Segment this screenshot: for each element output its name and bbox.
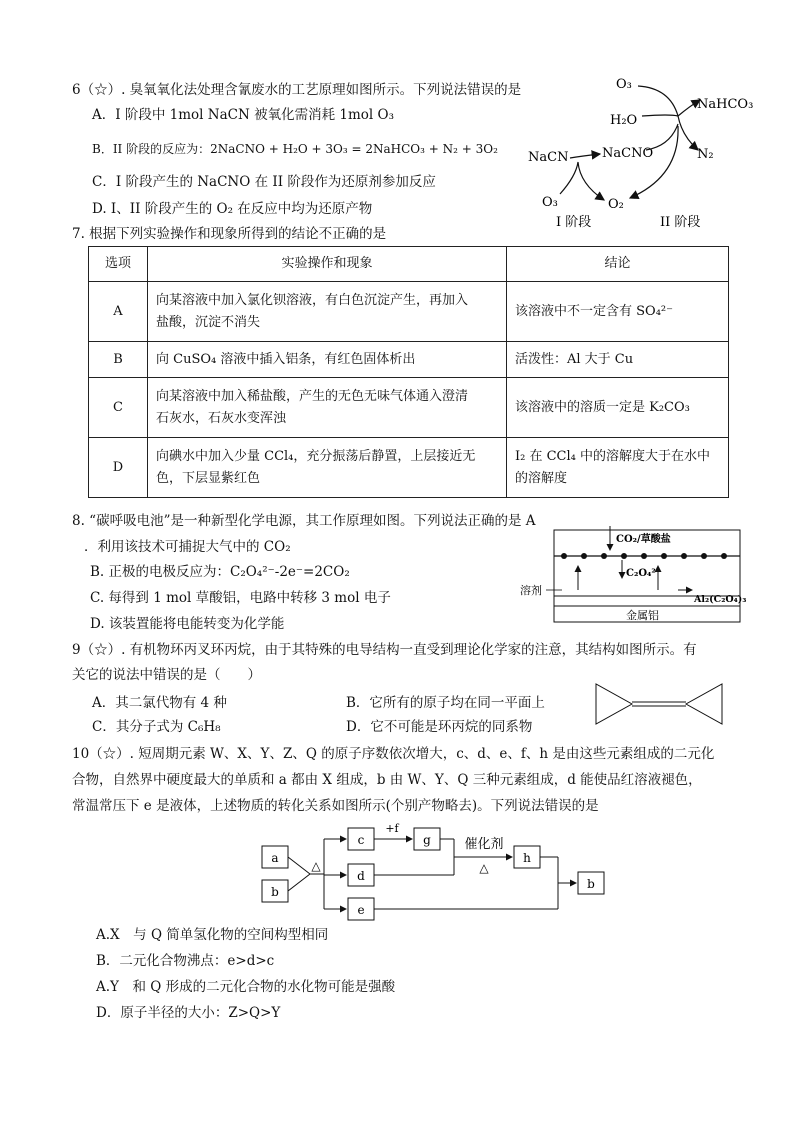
diagram-stage2: II 阶段 — [660, 215, 701, 230]
metal-label: 金属铝 — [626, 609, 659, 622]
box-b-output: b — [587, 877, 595, 891]
header-operation: 实验操作和现象 — [148, 247, 507, 282]
q7-stem: 7. 根据下列实验操作和现象所得到的结论不正确的是 — [72, 226, 387, 242]
table-row — [89, 282, 729, 342]
heat-symbol-1: △ — [311, 859, 321, 873]
q6-option-d: D. Ⅰ、II 阶段产生的 O₂ 在反应中均为还原产物 — [92, 201, 373, 217]
row-option: C — [89, 378, 148, 438]
q9-stem-line1: 9（☆）. 有机物环丙叉环丙烷，由于其特殊的电导结构一直受到理论化学家的注意，其结构如图所示。有 — [72, 642, 697, 658]
table-row — [89, 342, 729, 378]
box-e: e — [357, 903, 365, 917]
diagram-nahco3: NaHCO₃ — [697, 97, 754, 112]
q10-option-b: B．二元化合物沸点：e>d>c — [96, 953, 275, 969]
header-conclusion: 结论 — [507, 247, 729, 282]
row-conclusion — [507, 378, 729, 438]
table-row — [89, 438, 729, 498]
box-b: b — [271, 885, 279, 899]
q9-option-d: D．它不可能是环丙烷的同系物 — [346, 719, 533, 735]
q10-stem-line2: 合物，自然界中硬度最大的单质和 a 都由 X 组成，b 由 W、Y、Q 三种元素组成，d 能使品红溶液褪色， — [72, 772, 702, 788]
conclusion-line: 该溶液中的溶质一定是 K₂CO₃ — [515, 399, 690, 415]
row-conclusion — [507, 282, 729, 342]
q8-option-b: B. 正极的电极反应为：C₂O₄²⁻-2e⁻=2CO₂ — [90, 564, 350, 580]
operation-line: 色，下层显紫红色 — [156, 470, 261, 486]
box-c: c — [357, 833, 365, 847]
q6-option-b: B．II 阶段的反应为：2NaCNO + H₂O + 3O₃ = 2NaHCO₃ + N₂ + 3O₂ — [92, 142, 498, 156]
row-operation — [148, 438, 507, 498]
q10-option-d: D．原子半径的大小：Z>Q>Y — [96, 1005, 281, 1021]
ozone-process-diagram — [520, 66, 760, 236]
q10-option-a: A.X 与 Q 简单氢化物的空间构型相同 — [96, 927, 329, 943]
diagram-o2: O₂ — [608, 197, 624, 212]
q6-stem: 6（☆）. 臭氧氧化法处理含氰废水的工艺原理如图所示。下列说法错误的是 — [72, 82, 522, 98]
q9-option-b: B．它所有的原子均在同一平面上 — [346, 695, 545, 711]
carbon-battery-diagram — [518, 526, 750, 628]
catalyst-label: 催化剂 — [464, 837, 504, 852]
table-row — [89, 378, 729, 438]
conversion-flow-diagram — [258, 818, 610, 924]
row-option: B — [89, 342, 148, 378]
cyclopropylidene-cyclopropane-structure — [594, 682, 724, 726]
diagram-h2o: H₂O — [610, 113, 638, 128]
heat-symbol-2: △ — [479, 861, 489, 875]
q8-option-c: C. 每得到 1 mol 草酸铝，电路中转移 3 mol 电子 — [90, 590, 391, 606]
plus-f-label: +f — [385, 822, 399, 835]
conclusion-line: 该溶液中不一定含有 SO₄²⁻ — [515, 303, 673, 319]
operation-line: 盐酸，沉淀不消失 — [156, 314, 261, 330]
q7-table — [88, 246, 729, 498]
row-conclusion — [507, 342, 729, 378]
q9-option-a: A．其二氯代物有 4 种 — [92, 695, 227, 711]
q8-option-d: D. 该装置能将电能转变为化学能 — [90, 616, 285, 632]
row-operation — [148, 378, 507, 438]
diagram-nacn: NaCN — [528, 150, 569, 165]
row-operation — [148, 282, 507, 342]
operation-line: 石灰水，石灰水变浑浊 — [156, 410, 287, 426]
row-operation — [148, 342, 507, 378]
q6-option-c: C．I 阶段产生的 NaCNO 在 II 阶段作为还原剂参加反应 — [92, 174, 436, 190]
q10-stem-line1: 10（☆）. 短周期元素 W、X、Y、Z、Q 的原子序数依次增大，c、d、e、f、h 是由这些元素组成的二元化 — [72, 746, 715, 762]
q9-stem-line2: 关它的说法中错误的是（ ） — [72, 667, 261, 683]
operation-line: 向某溶液中加入稀盐酸，产生的无色无味气体通入澄清 — [156, 388, 469, 404]
q10-option-c: A.Y 和 Q 形成的二元化合物的水化物可能是强酸 — [96, 979, 396, 995]
c2o4-label: C₂O₄²⁻ — [626, 568, 662, 579]
q8-stem: 8. “碳呼吸电池”是一种新型化学电源，其工作原理如图。下列说法正确的是 A — [72, 513, 536, 529]
q6-option-a: A．I 阶段中 1mol NaCN 被氧化需消耗 1mol O₃ — [92, 107, 394, 123]
q8-option-a: ．利用该技术可捕捉大气中的 CO₂ — [84, 539, 291, 555]
row-conclusion — [507, 438, 729, 498]
conclusion-line: I₂ 在 CCl₄ 中的溶解度大于在水中 — [515, 448, 711, 464]
row-option: D — [89, 438, 148, 498]
diagram-n2: N₂ — [697, 147, 714, 162]
operation-line: 向碘水中加入少量 CCl₄，充分振荡后静置，上层接近无 — [156, 448, 476, 464]
q9-option-c: C．其分子式为 C₆H₈ — [92, 719, 221, 735]
table-header-row — [89, 247, 729, 282]
diagram-stage1: I 阶段 — [556, 215, 592, 230]
q10-stem-line3: 常温常压下 e 是液体，上述物质的转化关系如图所示(个别产物略去)。下列说法错误的是 — [72, 798, 599, 814]
co2-label: CO₂/草酸盐 — [616, 534, 671, 545]
operation-line: 向某溶液中加入氯化钡溶液，有白色沉淀产生，再加入 — [156, 292, 469, 308]
header-option: 选项 — [89, 247, 148, 282]
diagram-o3-top: O₃ — [616, 77, 632, 92]
box-a: a — [271, 851, 279, 865]
diagram-o3-bottom: O₃ — [542, 195, 558, 210]
conclusion-line: 活泼性：Al 大于 Cu — [515, 351, 634, 367]
box-h: h — [523, 851, 531, 865]
operation-line: 向 CuSO₄ 溶液中插入铝条，有红色固体析出 — [156, 351, 416, 367]
diagram-nacno: NaCNO — [602, 146, 654, 161]
row-option: A — [89, 282, 148, 342]
conclusion-line: 的溶解度 — [515, 470, 568, 486]
box-g: g — [423, 833, 431, 847]
product-label: Al₂(C₂O₄)₃ — [694, 594, 747, 605]
electrolyte-label: 溶剂 — [520, 584, 542, 597]
box-d: d — [357, 869, 365, 883]
